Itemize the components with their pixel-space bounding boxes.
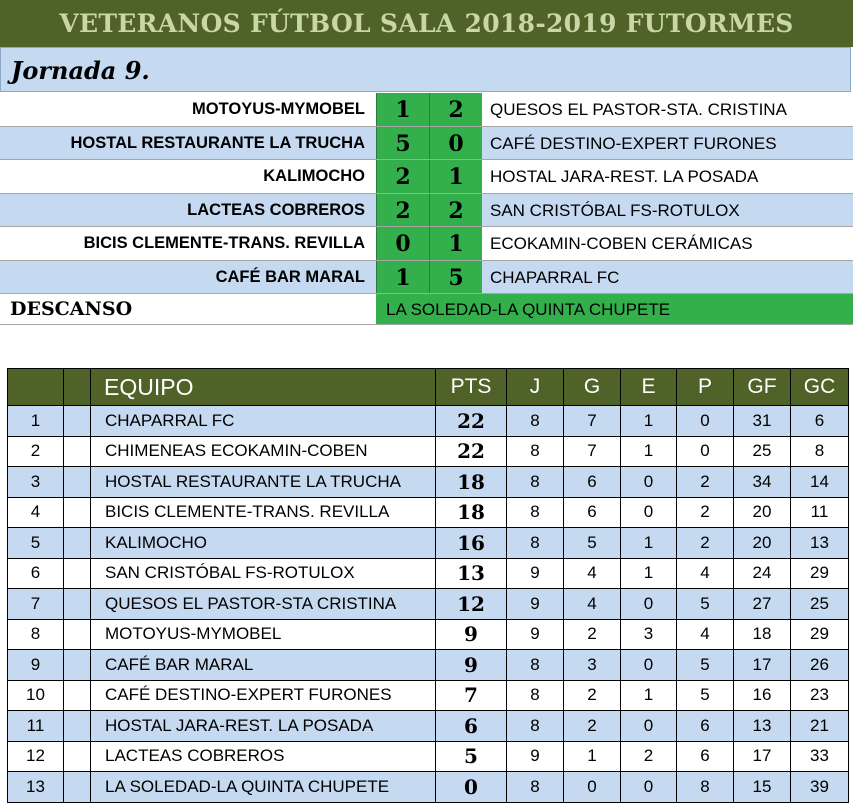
- played-cell: 8: [507, 436, 564, 467]
- table-row: [8, 558, 849, 589]
- goals-for-cell: 17: [734, 741, 791, 772]
- goals-for-cell: 34: [734, 467, 791, 498]
- home-score: 1: [376, 261, 429, 294]
- drawn-cell: 0: [621, 650, 677, 681]
- col-gf: GF: [734, 369, 791, 406]
- home-score: 0: [376, 227, 429, 260]
- played-cell: 8: [507, 467, 564, 498]
- won-cell: 6: [564, 467, 621, 498]
- pts-cell: 9: [436, 650, 507, 681]
- table-row: [8, 741, 849, 772]
- won-cell: 1: [564, 741, 621, 772]
- home-score: 5: [376, 127, 429, 160]
- lost-cell: 5: [677, 650, 734, 681]
- away-score: 1: [429, 160, 482, 193]
- goals-against-cell: 29: [791, 619, 849, 650]
- position-cell: 7: [8, 589, 64, 620]
- pts-cell: 0: [436, 772, 507, 803]
- lost-cell: 0: [677, 436, 734, 467]
- blank-cell: [64, 741, 91, 772]
- goals-against-cell: 6: [791, 406, 849, 437]
- position-cell: 2: [8, 436, 64, 467]
- position-cell: 10: [8, 680, 64, 711]
- table-row: [8, 467, 849, 498]
- rest-label: DESCANSO: [10, 298, 133, 320]
- goals-against-cell: 25: [791, 589, 849, 620]
- table-row: [8, 528, 849, 559]
- lost-cell: 8: [677, 772, 734, 803]
- goals-against-cell: 26: [791, 650, 849, 681]
- position-cell: 8: [8, 619, 64, 650]
- blank-cell: [64, 436, 91, 467]
- played-cell: 8: [507, 772, 564, 803]
- team-cell: BICIS CLEMENTE-TRANS. REVILLA: [91, 497, 436, 528]
- position-cell: 13: [8, 772, 64, 803]
- lost-cell: 4: [677, 558, 734, 589]
- won-cell: 7: [564, 436, 621, 467]
- drawn-cell: 1: [621, 406, 677, 437]
- goals-for-cell: 13: [734, 711, 791, 742]
- away-score: 0: [429, 127, 482, 160]
- position-cell: 5: [8, 528, 64, 559]
- away-team: QUESOS EL PASTOR-STA. CRISTINA: [490, 100, 787, 119]
- table-row: [8, 406, 849, 437]
- played-cell: 9: [507, 741, 564, 772]
- home-team: CAFÉ BAR MARAL: [215, 267, 365, 286]
- pts-cell: 6: [436, 711, 507, 742]
- blank-cell: [64, 589, 91, 620]
- team-cell: CHIMENEAS ECOKAMIN-COBEN: [91, 436, 436, 467]
- position-cell: 4: [8, 497, 64, 528]
- blank-cell: [64, 497, 91, 528]
- table-row: [8, 711, 849, 742]
- won-cell: 6: [564, 497, 621, 528]
- pts-cell: 5: [436, 741, 507, 772]
- table-row: [8, 497, 849, 528]
- won-cell: 4: [564, 589, 621, 620]
- home-score: 2: [376, 160, 429, 193]
- lost-cell: 6: [677, 711, 734, 742]
- rest-team: LA SOLEDAD-LA QUINTA CHUPETE: [376, 294, 853, 324]
- team-cell: QUESOS EL PASTOR-STA CRISTINA: [91, 589, 436, 620]
- match-row: [0, 261, 853, 295]
- table-row: [8, 680, 849, 711]
- goals-for-cell: 27: [734, 589, 791, 620]
- away-team: HOSTAL JARA-REST. LA POSADA: [490, 167, 759, 186]
- played-cell: 8: [507, 711, 564, 742]
- team-cell: KALIMOCHO: [91, 528, 436, 559]
- team-cell: LA SOLEDAD-LA QUINTA CHUPETE: [91, 772, 436, 803]
- lost-cell: 5: [677, 589, 734, 620]
- won-cell: 2: [564, 680, 621, 711]
- position-cell: 3: [8, 467, 64, 498]
- col-team: EQUIPO: [91, 369, 436, 406]
- played-cell: 8: [507, 650, 564, 681]
- col-p: P: [677, 369, 734, 406]
- goals-for-cell: 20: [734, 528, 791, 559]
- col-e: E: [621, 369, 677, 406]
- pts-cell: 12: [436, 589, 507, 620]
- match-row: [0, 160, 853, 194]
- drawn-cell: 0: [621, 467, 677, 498]
- lost-cell: 6: [677, 741, 734, 772]
- played-cell: 9: [507, 558, 564, 589]
- position-cell: 11: [8, 711, 64, 742]
- blank-cell: [64, 711, 91, 742]
- goals-for-cell: 24: [734, 558, 791, 589]
- page-title: VETERANOS FÚTBOL SALA 2018-2019 FUTORMES: [0, 0, 853, 47]
- position-cell: 6: [8, 558, 64, 589]
- played-cell: 9: [507, 589, 564, 620]
- drawn-cell: 1: [621, 436, 677, 467]
- col-gc: GC: [791, 369, 849, 406]
- drawn-cell: 0: [621, 497, 677, 528]
- won-cell: 7: [564, 406, 621, 437]
- drawn-cell: 2: [621, 741, 677, 772]
- team-cell: HOSTAL RESTAURANTE LA TRUCHA: [91, 467, 436, 498]
- goals-against-cell: 39: [791, 772, 849, 803]
- goals-against-cell: 13: [791, 528, 849, 559]
- home-score: 2: [376, 194, 429, 227]
- pts-cell: 16: [436, 528, 507, 559]
- team-cell: CAFÉ BAR MARAL: [91, 650, 436, 681]
- col-blank: [64, 369, 91, 406]
- lost-cell: 2: [677, 467, 734, 498]
- team-cell: HOSTAL JARA-REST. LA POSADA: [91, 711, 436, 742]
- goals-for-cell: 18: [734, 619, 791, 650]
- col-pts: PTS: [436, 369, 507, 406]
- standings-table: [7, 368, 849, 803]
- table-row: [8, 619, 849, 650]
- away-team: CHAPARRAL FC: [490, 267, 620, 287]
- drawn-cell: 0: [621, 589, 677, 620]
- lost-cell: 2: [677, 528, 734, 559]
- table-row: [8, 589, 849, 620]
- team-cell: LACTEAS COBREROS: [91, 741, 436, 772]
- goals-against-cell: 11: [791, 497, 849, 528]
- lost-cell: 4: [677, 619, 734, 650]
- goals-for-cell: 16: [734, 680, 791, 711]
- blank-cell: [64, 680, 91, 711]
- home-team: MOTOYUS-MYMOBEL: [192, 100, 365, 118]
- pts-cell: 22: [436, 406, 507, 437]
- home-team: HOSTAL RESTAURANTE LA TRUCHA: [70, 133, 365, 152]
- goals-for-cell: 20: [734, 497, 791, 528]
- position-cell: 12: [8, 741, 64, 772]
- col-g: G: [564, 369, 621, 406]
- blank-cell: [64, 406, 91, 437]
- goals-for-cell: 17: [734, 650, 791, 681]
- round-heading: Jornada 9.: [0, 47, 851, 92]
- drawn-cell: 1: [621, 558, 677, 589]
- blank-cell: [64, 528, 91, 559]
- team-cell: MOTOYUS-MYMOBEL: [91, 619, 436, 650]
- won-cell: 3: [564, 650, 621, 681]
- table-row: [8, 772, 849, 803]
- team-cell: SAN CRISTÓBAL FS-ROTULOX: [91, 558, 436, 589]
- rest-row: [0, 294, 853, 325]
- pts-cell: 9: [436, 619, 507, 650]
- blank-cell: [64, 619, 91, 650]
- home-team: KALIMOCHO: [263, 167, 365, 185]
- played-cell: 8: [507, 406, 564, 437]
- played-cell: 8: [507, 497, 564, 528]
- away-team: SAN CRISTÓBAL FS-ROTULOX: [490, 200, 740, 220]
- played-cell: 9: [507, 619, 564, 650]
- match-row: [0, 227, 853, 261]
- goals-against-cell: 33: [791, 741, 849, 772]
- drawn-cell: 1: [621, 680, 677, 711]
- goals-against-cell: 8: [791, 436, 849, 467]
- lost-cell: 2: [677, 497, 734, 528]
- played-cell: 8: [507, 528, 564, 559]
- drawn-cell: 0: [621, 772, 677, 803]
- col-j: J: [507, 369, 564, 406]
- position-cell: 1: [8, 406, 64, 437]
- match-results: [0, 93, 853, 294]
- blank-cell: [64, 650, 91, 681]
- goals-against-cell: 14: [791, 467, 849, 498]
- won-cell: 0: [564, 772, 621, 803]
- pts-cell: 7: [436, 680, 507, 711]
- blank-cell: [64, 467, 91, 498]
- played-cell: 8: [507, 680, 564, 711]
- pts-cell: 22: [436, 436, 507, 467]
- away-team: CAFÉ DESTINO-EXPERT FURONES: [490, 133, 777, 153]
- table-row: [8, 436, 849, 467]
- away-score: 5: [429, 261, 482, 294]
- match-row: [0, 194, 853, 228]
- team-cell: CHAPARRAL FC: [91, 406, 436, 437]
- lost-cell: 0: [677, 406, 734, 437]
- lost-cell: 5: [677, 680, 734, 711]
- home-team: BICIS CLEMENTE-TRANS. REVILLA: [83, 234, 365, 252]
- blank-cell: [64, 772, 91, 803]
- won-cell: 5: [564, 528, 621, 559]
- won-cell: 2: [564, 619, 621, 650]
- drawn-cell: 0: [621, 711, 677, 742]
- goals-for-cell: 25: [734, 436, 791, 467]
- drawn-cell: 1: [621, 528, 677, 559]
- home-score: 1: [376, 93, 429, 126]
- away-team: ECOKAMIN-COBEN CERÁMICAS: [490, 234, 753, 253]
- match-row: [0, 93, 853, 127]
- position-cell: 9: [8, 650, 64, 681]
- goals-against-cell: 23: [791, 680, 849, 711]
- goals-against-cell: 21: [791, 711, 849, 742]
- won-cell: 2: [564, 711, 621, 742]
- goals-for-cell: 15: [734, 772, 791, 803]
- away-score: 2: [429, 93, 482, 126]
- standings-header: [8, 369, 849, 406]
- home-team: LACTEAS COBREROS: [187, 200, 365, 219]
- blank-cell: [64, 558, 91, 589]
- goals-for-cell: 31: [734, 406, 791, 437]
- match-row: [0, 127, 853, 161]
- won-cell: 4: [564, 558, 621, 589]
- away-score: 1: [429, 227, 482, 260]
- table-row: [8, 650, 849, 681]
- pts-cell: 18: [436, 467, 507, 498]
- pts-cell: 18: [436, 497, 507, 528]
- drawn-cell: 3: [621, 619, 677, 650]
- away-score: 2: [429, 194, 482, 227]
- goals-against-cell: 29: [791, 558, 849, 589]
- col-position: [8, 369, 64, 406]
- pts-cell: 13: [436, 558, 507, 589]
- team-cell: CAFÉ DESTINO-EXPERT FURONES: [91, 680, 436, 711]
